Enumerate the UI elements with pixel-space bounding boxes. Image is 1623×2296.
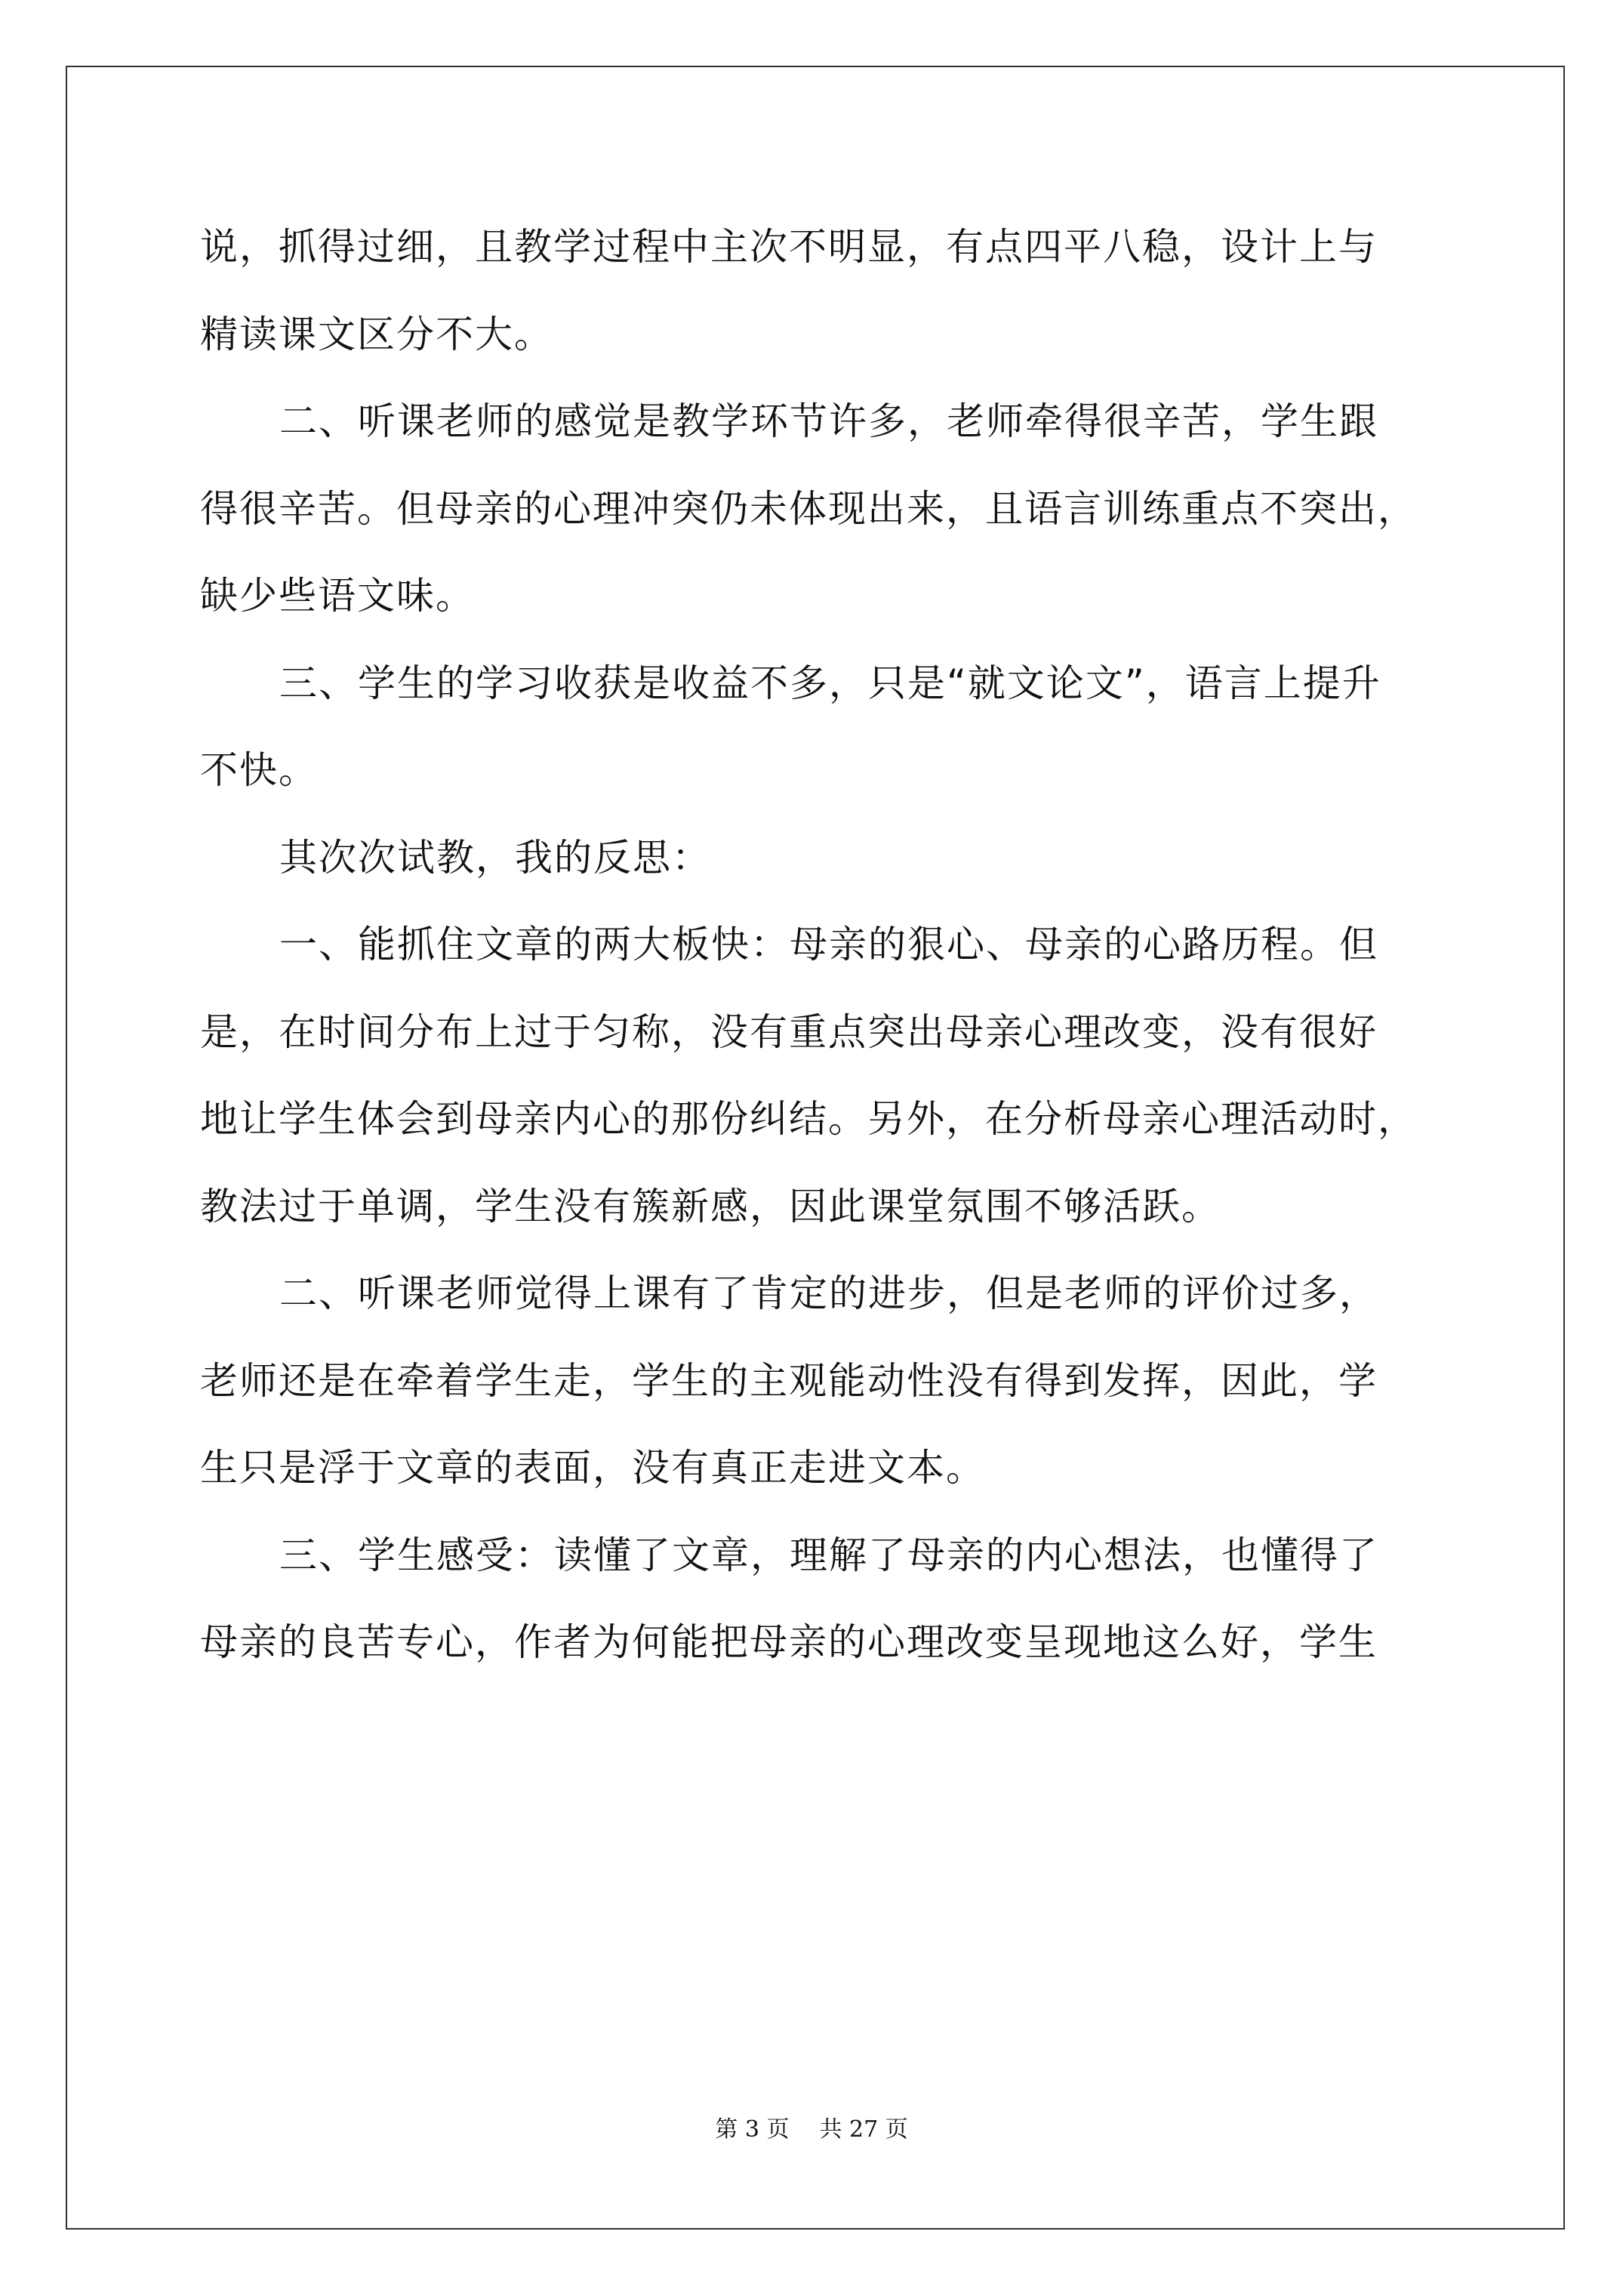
text-line: 说，抓得过细，且教学过程中主次不明显，有点四平八稳，设计上与	[200, 225, 1378, 269]
text-line: 老师还是在牵着学生走，学生的主观能动性没有得到发挥，因此，学	[200, 1358, 1378, 1403]
text-line: 二、听课老师的感觉是教学环节许多，老师牵得很辛苦，学生跟	[279, 399, 1378, 443]
text-line: 缺少些语文味。	[200, 574, 475, 618]
text-line: 二、听课老师觉得上课有了肯定的进步，但是老师的评价过多，	[279, 1271, 1378, 1315]
page-number-current: 第 3 页	[715, 2116, 790, 2143]
page-footer	[0, 2110, 1623, 2143]
text-line: 精读课文区分不大。	[200, 312, 553, 356]
text-line: 母亲的良苦专心，作者为何能把母亲的心理改变呈现地这么好，学生	[200, 1620, 1378, 1664]
text-line: 不快。	[200, 748, 318, 792]
text-line: 生只是浮于文章的表面，没有真正走进文本。	[200, 1446, 985, 1490]
page-number-total: 共 27 页	[819, 2116, 908, 2143]
text-line: 是，在时间分布上过于匀称，没有重点突出母亲心理改变，没有很好	[200, 1009, 1378, 1054]
document-body	[200, 204, 1438, 1687]
text-line: 地让学生体会到母亲内心的那份纠结。另外，在分析母亲心理活动时，	[200, 1097, 1417, 1141]
text-line: 一、能抓住文章的两大板快：母亲的狠心、母亲的心路历程。但	[279, 923, 1378, 966]
text-line: 其次次试教，我的反思：	[279, 835, 711, 880]
text-line: 三、学生的学习收获是收益不多，只是“就文论文”，语言上提升	[279, 661, 1381, 705]
text-line: 得很辛苦。但母亲的心理冲突仍未体现出来，且语言训练重点不突出，	[200, 486, 1417, 531]
text-line: 三、学生感受：读懂了文章，理解了母亲的内心想法，也懂得了	[279, 1533, 1378, 1577]
text-line: 教法过于单调，学生没有簇新感，因此课堂氛围不够活跃。	[200, 1184, 1221, 1228]
